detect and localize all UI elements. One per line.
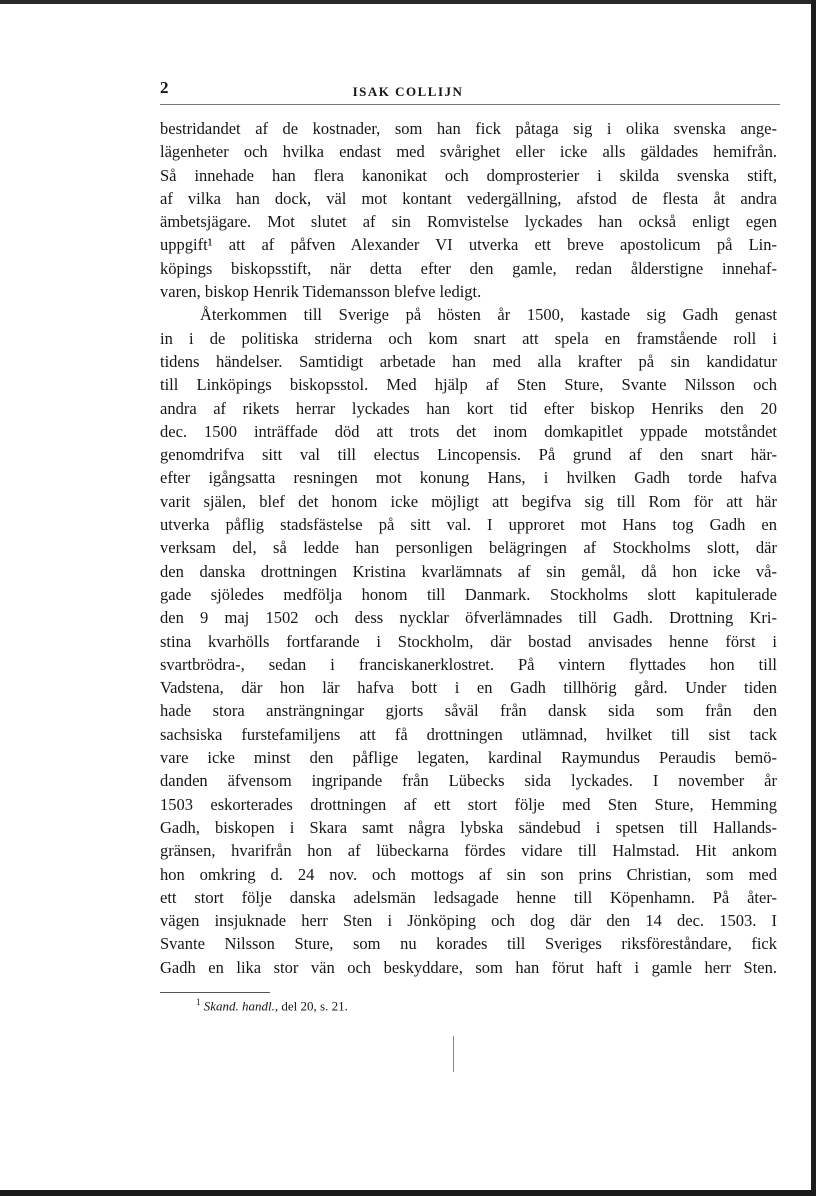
scan-border-right <box>811 0 816 1196</box>
text-line: tidens händelser. Samtidigt arbetade han med alla krafter på sin kandidatur <box>160 351 777 371</box>
text-line: ämbetsjägare. Mot slutet af sin Romvistelse lyckades han också enligt egen <box>160 212 777 232</box>
text-line: andra af rikets herrar lyckades han kort tid efter biskop Henriks den 20 <box>160 398 777 418</box>
text-line: bestridandet af de kostnader, som han fick påtaga sig i olika svenska ange- <box>160 119 777 138</box>
page-number: 2 <box>160 78 169 97</box>
scan-border-top <box>0 0 816 4</box>
text-line: af vilka han dock, väl mot kontant vedergällning, afstod de flesta åt andra <box>160 188 777 208</box>
text-line: varen, biskop Henrik Tidemansson blefve ledigt. <box>160 282 482 302</box>
header-rule <box>160 104 780 105</box>
text-line: den danska drottningen Kristina kvarlämnats af sin gemål, då hon icke vå- <box>160 561 777 581</box>
text-line: uppgift¹ att af påfven Alexander VI utverka ett breve apostolicum på Lin- <box>160 235 777 255</box>
text-line: Gadh, biskopen i Skara samt några lybska sändebud i spetsen till Hallands- <box>160 817 777 837</box>
text-line: den 9 maj 1502 och dess nycklar öfverlämnades till Gadh. Drottning Kri- <box>160 608 777 628</box>
footnote <box>196 997 348 1014</box>
text-line: köpings biskopsstift, när detta efter den gamle, redan ålderstigne innehaf- <box>160 258 777 278</box>
text-line: utverka påflig stadsfästelse på sitt val. I upproret mot Hans tog Gadh en <box>160 515 777 535</box>
text-line: Återkommen till Sverige på hösten år 1500, kastade sig Gadh genast <box>200 305 777 325</box>
text-line: ett stort följe danska adelsmän ledsagade henne till Köpenhamn. På åter- <box>160 887 777 907</box>
text-line: Vadstena, där hon lär hafva bott i en Gadh tillhörig gård. Under tiden <box>160 678 777 698</box>
text-line: gade sjöledes medfölja honom till Danmark. Stockholms slott kapitulerade <box>160 584 777 604</box>
text-line: till Linköpings biskopsstol. Med hjälp af Sten Sture, Svante Nilsson och <box>160 375 777 395</box>
text-line: Svante Nilsson Sture, som nu korades till Sveriges riksföreståndare, fick <box>160 934 777 954</box>
footnote-reference: del 20, s. 21. <box>278 998 348 1014</box>
footnote-rule <box>160 992 270 993</box>
text-line: hade stora ansträngningar gjorts såväl från dansk sida som från den <box>160 701 777 721</box>
text-line: hon omkring d. 24 nov. och mottogs af sin son prins Christian, som med <box>160 864 777 884</box>
text-line: stina kvarhölls fortfarande i Stockholm, där bostad anvisades henne först i <box>160 631 777 651</box>
text-line: verksam del, så ledde han personligen belägringen af Stockholms slott, där <box>160 538 777 558</box>
text-line: vare icke minst den påflige legaten, kardinal Raymundus Peraudis bemö- <box>160 748 777 768</box>
text-line: varit själen, blef det honom icke möjligt att begifva sig till Rom för att här <box>160 491 777 511</box>
running-head: ISAK COLLIJN <box>352 84 464 99</box>
scan-border-bottom <box>0 1190 816 1196</box>
text-line: 1503 eskorterades drottningen af ett stort följe med Sten Sture, Hemming <box>160 794 777 814</box>
text-line: sachsiska furstefamiljens att få drottningen utlämnad, hvilket till sist tack <box>160 724 777 744</box>
text-line: vägen insjuknade herr Sten i Jönköping och dog där den 14 dec. 1503. I <box>160 911 777 931</box>
text-line: genomdrifva sitt val till electus Lincopensis. På grund af den snart här- <box>160 445 777 465</box>
footnote-title: Skand. handl., <box>203 998 279 1014</box>
text-line: svartbrödra-, sedan i franciskanerklostret. På vintern flyttades hon till <box>160 654 777 674</box>
text-line: gränsen, hvarifrån hon af lübeckarna fördes vidare till Halmstad. Hit ankom <box>160 841 777 861</box>
text-line: efter igångsatta resningen mot konung Hans, i hvilken Gadh torde hafva <box>160 468 777 488</box>
body-text <box>160 117 777 979</box>
footnote-marker: 1 <box>196 997 201 1007</box>
text-line: dec. 1500 inträffade död att trots det inom domkapitlet yppade motståndet <box>160 421 777 441</box>
text-line: lägenheter och hvilka endast med svårighet eller icke alls gäldades hemifrån. <box>160 142 777 162</box>
text-line: Gadh en lika stor vän och beskyddare, som han förut haft i gamle herr Sten. <box>160 957 777 977</box>
scan-mark <box>453 1036 454 1072</box>
text-line: danden äfvensom ingripande från Lübecks sida lyckades. I november år <box>160 771 777 791</box>
text-line: Så innehade han flera kanonikat och domprosterier i skilda svenska stift, <box>160 165 777 185</box>
text-line: in i de politiska striderna och kom snart att spela en framstående roll i <box>160 328 777 348</box>
